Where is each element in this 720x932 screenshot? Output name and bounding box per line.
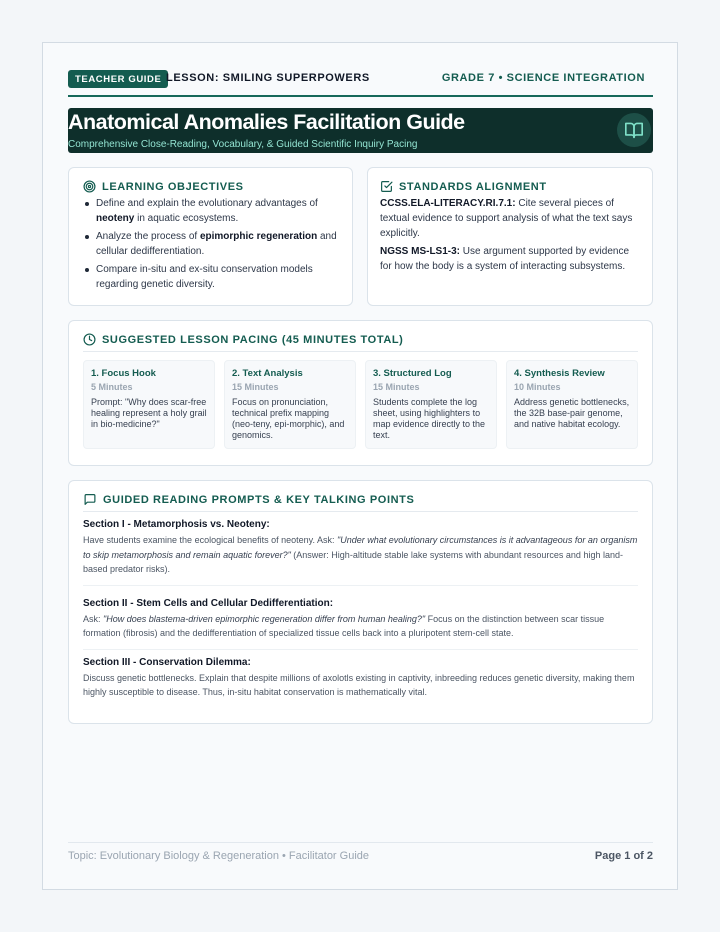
title-banner [68, 108, 653, 153]
document-header [68, 69, 653, 97]
step-description: Prompt: "Why does scar-free healing represent a holy grail in bio-medicine?" [91, 397, 207, 429]
objectives-list [83, 196, 338, 292]
learning-objectives-heading [83, 180, 338, 193]
learning-objectives-card [68, 167, 353, 306]
page-number: Page 1 of 2 [594, 850, 653, 862]
standards-title: STANDARDS ALIGNMENT [399, 180, 547, 193]
lesson-title: LESSON: SMILING SUPERPOWERS [166, 72, 370, 84]
page-subtitle: Comprehensive Close-Reading, Vocabulary, & Guided Scientific Inquiry Pacing [68, 139, 418, 150]
checkbox-icon [380, 180, 393, 193]
pacing-title: SUGGESTED LESSON PACING (45 MINUTES TOTAL) [102, 333, 404, 346]
document-page [42, 42, 678, 890]
pacing-step [83, 360, 215, 449]
step-title: 2. Text Analysis [232, 368, 303, 379]
page-title: Anatomical Anomalies Facilitation Guide [68, 110, 465, 134]
page-footer [68, 842, 653, 862]
target-icon [83, 180, 96, 193]
prompts-title: GUIDED READING PROMPTS & KEY TALKING POINTS [103, 493, 415, 506]
step-description: Address genetic bottlenecks, the 32B base-pair genome, and native habitat ecology. [514, 397, 630, 429]
section-body: Discuss genetic bottlenecks. Explain that despite millions of axolotls existing in captivity, inbreeding reduces genetic diversity, making them highly susceptible to disease. Thus, in-situ habitat conservation is mathematically vital. [83, 672, 635, 697]
pacing-heading [83, 333, 638, 352]
step-duration: 15 Minutes [373, 382, 420, 392]
list-item: Analyze the process of epimorphic regeneration and cellular dedifferentiation. [83, 229, 338, 259]
page-content [68, 69, 653, 697]
step-duration: 5 Minutes [91, 382, 133, 392]
chat-icon [83, 493, 97, 506]
pacing-step [506, 360, 638, 449]
list-item: Define and explain the evolutionary advantages of neoteny in aquatic ecosystems. [83, 196, 338, 226]
reading-section [83, 512, 638, 585]
lesson-pacing-card [68, 320, 653, 466]
reading-section [83, 649, 638, 708]
step-title: 1. Focus Hook [91, 368, 156, 379]
prompts-heading [83, 493, 638, 512]
pacing-step [365, 360, 497, 449]
step-description: Students complete the log sheet, using highlighters to map evidence directly to the text. [373, 397, 486, 440]
step-title: 3. Structured Log [373, 368, 452, 379]
book-open-icon [617, 113, 651, 147]
reading-section [83, 585, 638, 649]
grade-label: GRADE 7 • SCIENCE INTEGRATION [441, 72, 645, 84]
step-description: Focus on pronunciation, technical prefix mapping (neo-teny, epi-morphic), and genomics. [232, 397, 345, 440]
footer-topic: Topic: Evolutionary Biology & Regeneration • Facilitator Guide [68, 850, 370, 862]
section-body: Have students examine the ecological benefits of neoteny. Ask: "Under what evolutionary circumstances is it advantageous for an organism to skip metamorphosis and remain aquatic forever?" (Answer: High-altitude stable lake systems with abundant resources and high land-based predator risks). [83, 535, 638, 574]
standard-item: NGSS MS-LS1-3: Use argument supported by evidence for how the body is a system of interacting subsystems. [380, 246, 630, 272]
pacing-step [224, 360, 356, 449]
section-title: Section III - Conservation Dilemma: [83, 656, 251, 668]
pacing-steps [83, 360, 638, 449]
step-duration: 10 Minutes [514, 382, 561, 392]
learning-objectives-title: LEARNING OBJECTIVES [102, 180, 244, 193]
guided-reading-card [68, 480, 653, 724]
standard-item: CCSS.ELA-LITERACY.RI.7.1: Cite several pieces of textual evidence to support analysis of what the text says explicitly. [380, 198, 633, 239]
clock-icon [83, 333, 96, 346]
section-body: Ask: "How does blastema-driven epimorphic regeneration differ from human healing?" Focus on the distinction between scar tissue formation (fibrosis) and the dedifferentiation of specialized tissue cells back into a pluripotent stem-cell state. [83, 613, 605, 638]
standards-heading [380, 180, 640, 193]
step-title: 4. Synthesis Review [514, 368, 605, 379]
teacher-guide-badge: TEACHER GUIDE [68, 70, 168, 88]
section-title: Section II - Stem Cells and Cellular Dedifferentiation: [83, 597, 334, 609]
section-title: Section I - Metamorphosis vs. Neoteny: [83, 519, 270, 530]
list-item: Compare in-situ and ex-situ conservation models regarding genetic diversity. [83, 262, 338, 292]
step-duration: 15 Minutes [232, 382, 279, 392]
standards-alignment-card [367, 167, 653, 306]
